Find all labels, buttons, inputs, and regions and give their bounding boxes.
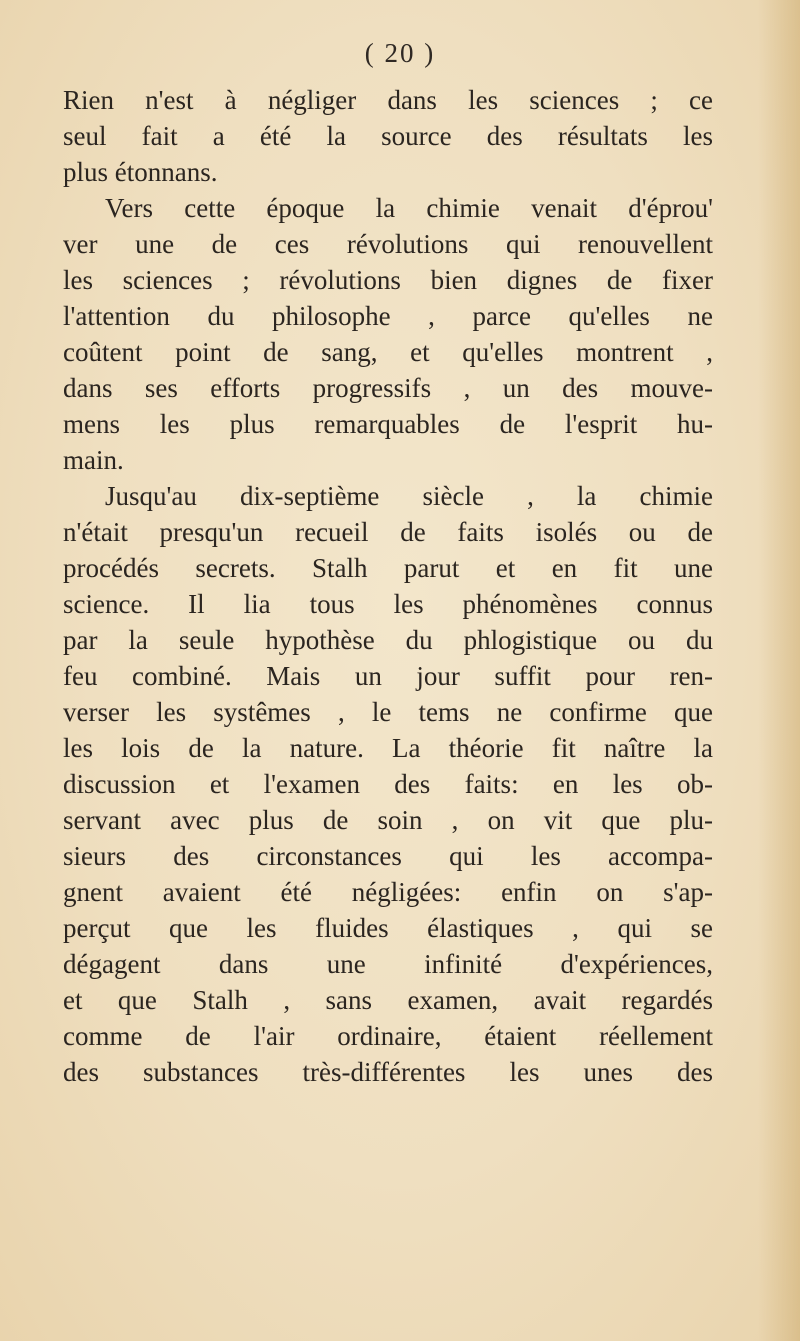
text-line: procédés secrets. Stalh parut et en fit une <box>63 553 713 583</box>
text-line: sieurs des circonstances qui les accompa- <box>63 841 713 871</box>
text-line: comme de l'air ordinaire, étaient réellement <box>63 1021 713 1051</box>
text-line: les lois de la nature. La théorie fit naître la <box>63 733 713 763</box>
text-line: gnent avaient été négligées: enfin on s'ap- <box>63 877 713 907</box>
text-line: les sciences ; révolutions bien dignes de fixer <box>63 265 713 295</box>
text-line: par la seule hypothèse du phlogistique ou du <box>63 625 713 655</box>
text-line: servant avec plus de soin , on vit que plu- <box>63 805 713 835</box>
body-text <box>63 82 713 1090</box>
text-line: main. <box>63 445 124 475</box>
text-line: Vers cette époque la chimie venait d'éprou' <box>105 193 713 223</box>
text-line: perçut que les fluides élastiques , qui se <box>63 913 713 943</box>
text-line: n'était presqu'un recueil de faits isolés ou de <box>63 517 713 547</box>
text-line: ver une de ces révolutions qui renouvellent <box>63 229 713 259</box>
text-line: Jusqu'au dix-septième siècle , la chimie <box>105 481 713 511</box>
text-line: dégagent dans une infinité d'expériences, <box>63 949 713 979</box>
text-line: verser les systêmes , le tems ne confirme que <box>63 697 713 727</box>
text-line: coûtent point de sang, et qu'elles montrent , <box>63 337 713 367</box>
text-line: Rien n'est à négliger dans les sciences ; ce <box>63 85 713 115</box>
text-line: l'attention du philosophe , parce qu'elles ne <box>63 301 713 331</box>
text-line: dans ses efforts progressifs , un des mouve- <box>63 373 713 403</box>
text-line: feu combiné. Mais un jour suffit pour ren- <box>63 661 713 691</box>
text-line: science. Il lia tous les phénomènes connus <box>63 589 713 619</box>
page-number: ( 20 ) <box>364 38 436 68</box>
text-line: discussion et l'examen des faits: en les ob- <box>63 769 713 799</box>
text-line: seul fait a été la source des résultats les <box>63 121 713 151</box>
page-edge-shadow <box>758 0 800 1341</box>
text-line: plus étonnans. <box>63 157 218 187</box>
text-line: des substances très-différentes les unes des <box>63 1057 713 1087</box>
text-line: et que Stalh , sans examen, avait regardés <box>63 985 713 1015</box>
text-line: mens les plus remarquables de l'esprit hu- <box>63 409 713 439</box>
